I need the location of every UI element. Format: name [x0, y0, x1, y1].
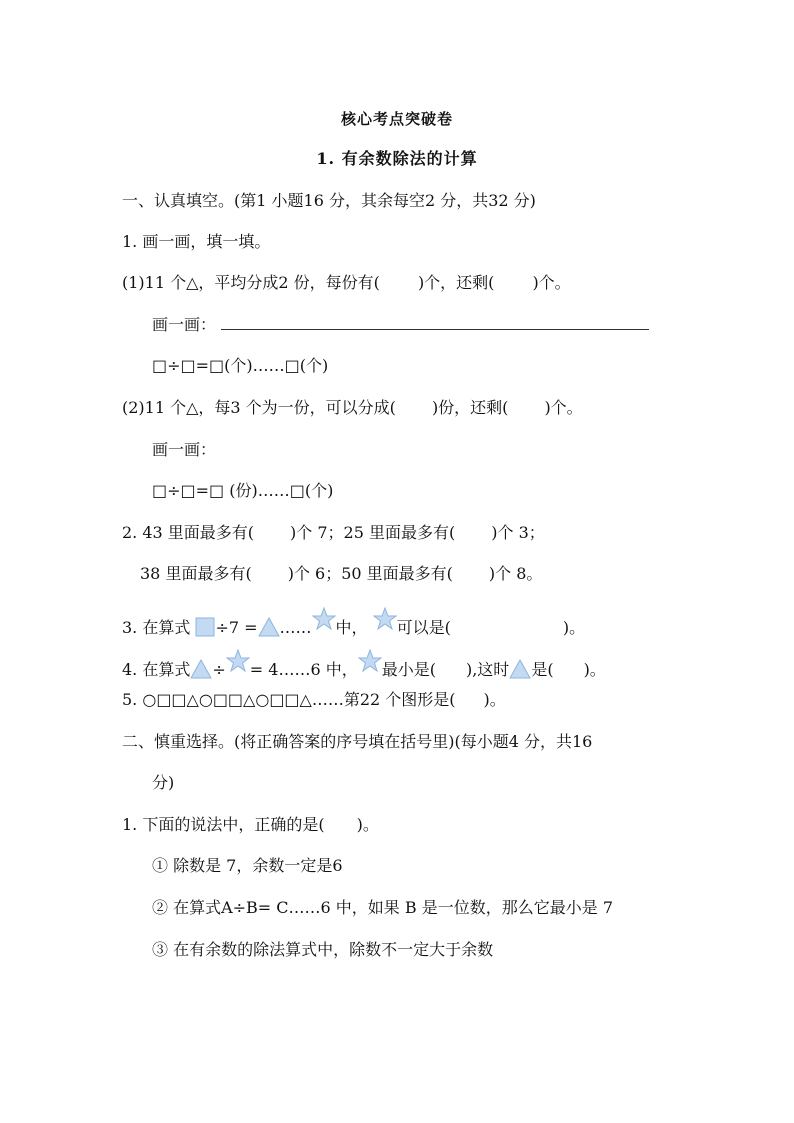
star-icon: [373, 607, 397, 631]
q3: [122, 607, 585, 639]
q1-part2-text-a: (2)11 个△，每3 个为一份，可以分成(: [122, 398, 396, 417]
section2-heading-line2: 分): [152, 773, 175, 792]
q3-div: ÷7 =: [215, 618, 258, 637]
q1-part2: [122, 397, 583, 419]
s2-q1-text-a: 1. 下面的说法中，正确的是(: [122, 815, 325, 834]
q2-line1-b: )个 7；25 里面最多有(: [290, 523, 456, 542]
triangle-icon: [509, 659, 531, 679]
s2-q1: [122, 814, 379, 836]
q3-prefix: 3. 在算式: [122, 618, 191, 637]
square-icon: [195, 617, 215, 637]
q2-line1-a: 2. 43 里面最多有(: [122, 523, 255, 542]
option-1[interactable]: ① 除数是 7，余数一定是6: [152, 856, 343, 875]
page-subtitle: 1. 有余数除法的计算: [316, 149, 478, 168]
q1-part2-text-b: )份，还剩(: [431, 398, 509, 417]
q4-eq: = 4……6 中，: [249, 660, 358, 679]
q1-part2-text-c: )个。: [544, 398, 583, 417]
q2-line2-c: )个 8。: [488, 564, 543, 583]
q2-line2-a: 38 里面最多有(: [140, 564, 252, 583]
q1-part1-text-b: )个，还剩(: [417, 273, 495, 292]
q5: [122, 689, 506, 711]
q1-part1-draw: [152, 314, 649, 336]
s2-q1-text-b: )。: [356, 815, 379, 834]
star-icon: [226, 649, 250, 673]
q1-part1-formula[interactable]: □÷□=□(个)……□(个): [152, 356, 329, 375]
q3-dots: ……: [279, 618, 312, 637]
q3-tail-a: 可以是(: [396, 618, 451, 637]
q1-part1-text-a: (1)11 个△，平均分成2 份，每份有(: [122, 273, 380, 292]
q1-part1-text-c: )个。: [532, 273, 571, 292]
q3-mid: 中，: [335, 618, 368, 637]
star-icon: [358, 649, 382, 673]
q3-tail-b: )。: [562, 618, 586, 637]
q4-is-b: )。: [583, 660, 606, 679]
q1-text: 1. 画一画，填一填。: [122, 232, 271, 251]
q2-line1-c: )个 3；: [491, 523, 545, 542]
q2-line1: [122, 522, 545, 544]
draw-label: 画一画：: [152, 315, 217, 334]
q5-seq: 5. ○□□△○□□△○□□△……第22 个图形是(: [122, 690, 456, 709]
q1-part2-formula[interactable]: □÷□=□ (份)……□(个): [152, 481, 334, 500]
q2-line2-b: )个 6；50 里面最多有(: [287, 564, 453, 583]
q4-min-a: 最小是(: [381, 660, 436, 679]
triangle-icon: [258, 617, 280, 637]
page-title: 核心考点突破卷: [340, 110, 453, 128]
q1-part1: [122, 272, 571, 294]
q1-part2-draw-label: 画一画：: [152, 440, 217, 459]
triangle-icon: [190, 659, 212, 679]
q2-line2: [140, 563, 542, 585]
q4: [122, 649, 606, 681]
option-2[interactable]: ② 在算式A÷B= C……6 中，如果 B 是一位数，那么它最小是 7: [152, 898, 614, 917]
section2-heading-line1: 二、慎重选择。(将正确答案的序号填在括号里)(每小题4 分，共16: [122, 732, 593, 751]
q4-min-b: ),这时: [465, 660, 510, 679]
section1-heading: 一、认真填空。(第1 小题16 分，其余每空2 分，共32 分): [122, 191, 536, 210]
q4-prefix: 4. 在算式: [122, 660, 191, 679]
draw-answer-line[interactable]: [221, 315, 649, 330]
q4-div: ÷: [212, 660, 226, 679]
q4-is-a: 是(: [531, 660, 554, 679]
star-icon: [312, 607, 336, 631]
q5-end: )。: [483, 690, 506, 709]
option-3[interactable]: ③ 在有余数的除法算式中，除数不一定大于余数: [152, 940, 494, 959]
